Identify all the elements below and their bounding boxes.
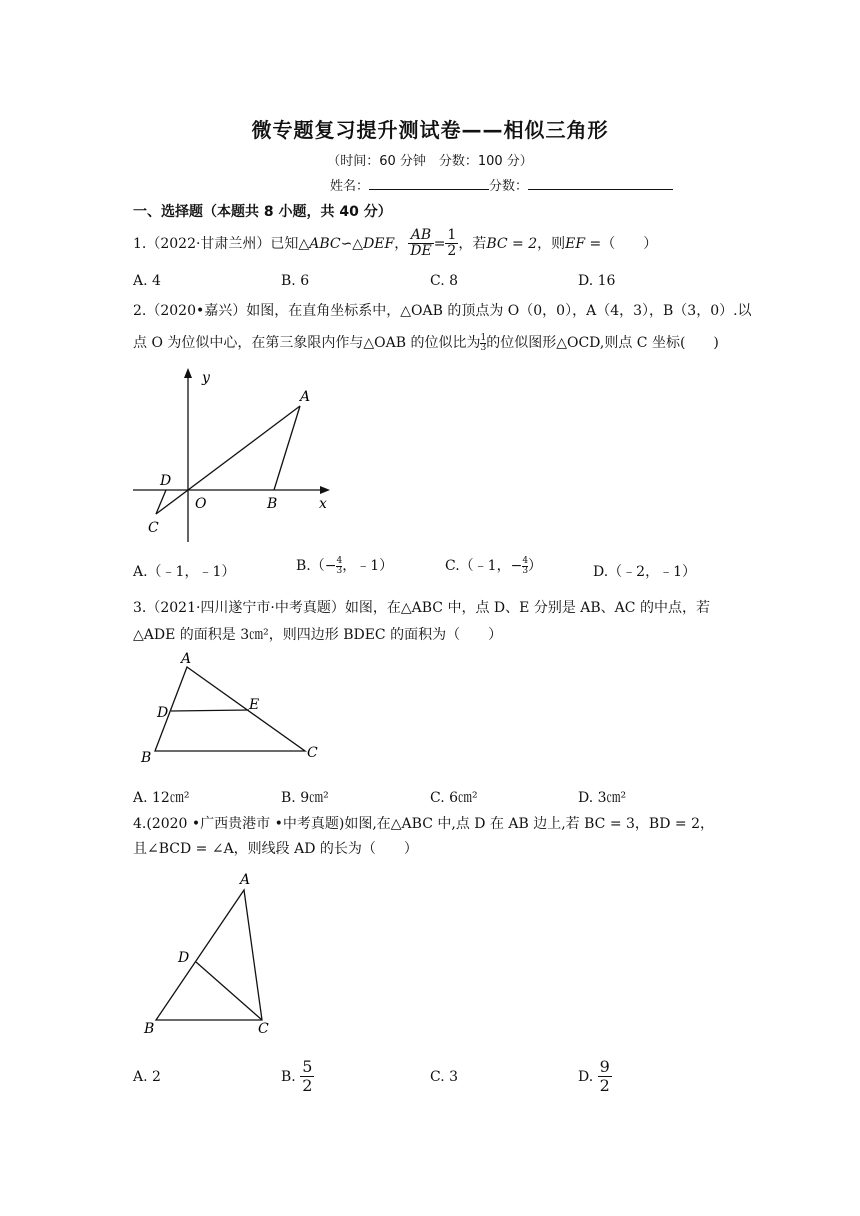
q2-option-a[interactable]: A.（﹣1，﹣1） [133,564,236,580]
fraction-half: $\frac{1}{2}$ [447,227,457,260]
name-label: 姓名： [330,179,370,194]
question-2-line1: 2.（2020•嘉兴）如图，在直角坐标系中，△OAB 的顶点为 O（0，0），A（4，3），B（3，0）.以 [133,303,752,319]
label-y: y [202,370,210,386]
triangle-abc [156,890,262,1020]
q3-option-a[interactable]: A. 12㎝² [133,790,190,806]
q4-option-d[interactable]: D. $\frac{9}{2}$ [578,1057,610,1096]
question-3-line1: 3.（2021·四川遂宁市·中考真题）如图，在△ABC 中，点 D、E 分别是 AB、AC 的中点，若 [133,600,710,616]
section-heading: 一、选择题（本题共 8 小题，共 40 分） [133,204,392,220]
label-a: A [300,389,311,405]
q1-option-c[interactable]: C. 8 [430,273,459,289]
ratio-fraction: $\frac{1}{3}$ [480,332,487,353]
label-d: D [157,705,169,721]
q2-coordinate-figure [128,362,338,547]
label-c: C [148,520,159,536]
q2-option-d[interactable]: D.（﹣2，﹣1） [593,564,696,580]
q2-option-c[interactable]: C.（﹣1，− $\frac{4}{3}$） [445,555,543,576]
score-blank[interactable] [528,177,673,190]
question-4-line2: 且∠BCD = ∠A，则线段 AD 的长为（ ） [133,841,418,857]
segment-dc [196,962,262,1020]
question-3-line2: △ADE 的面积是 3㎝²，则四边形 BDEC 的面积为（ ） [133,627,503,643]
question-4-line1: 4.(2020 •广西贵港市 •中考真题)如图,在△ABC 中,点 D 在 AB 边上,若 BC = 3，BD = 2， [133,816,714,832]
segment-ab [274,406,300,490]
q3-option-b[interactable]: B. 9㎝² [281,790,329,806]
x-axis-arrow [320,486,330,494]
question-1: 1.（2022·甘肃兰州）已知△ABC∽△DEF， $\frac{AB}{DE}$ = $\frac{1}{2}$ ，若BC = 2，则EF =（ ） [133,227,658,260]
label-x: x [319,496,327,512]
y-axis-arrow [184,368,192,378]
q2-option-b[interactable]: B.（− $\frac{4}{3}$，﹣1） [296,555,394,576]
label-o: O [195,496,207,512]
q4-option-a[interactable]: A. 2 [133,1069,161,1085]
q3-triangle-figure [135,645,335,770]
label-a: A [181,651,192,667]
midline-de [171,710,249,711]
score-label: 分数： [489,179,529,194]
triangle-abc [155,667,305,751]
label-c: C [307,745,318,761]
label-b: B [144,1021,155,1037]
q4-option-b[interactable]: B. $\frac{5}{2}$ [281,1057,313,1096]
label-d: D [160,473,172,489]
name-score-bar [330,175,673,194]
segment-ca [156,406,300,514]
q1-option-d[interactable]: D. 16 [578,273,616,289]
q3-option-d[interactable]: D. 3㎝² [578,790,627,806]
fraction-ab-de: $\frac{AB}{DE}$ [410,227,432,260]
q4-option-c[interactable]: C. 3 [430,1069,459,1085]
q3-option-c[interactable]: C. 6㎝² [430,790,478,806]
label-e: E [249,697,260,713]
question-2-line2: 点 O 为位似中心，在第三象限内作与△OAB 的位似比为 $\frac{1}{3}$的位似图形△OCD,则点 C 坐标( ) [133,332,719,353]
label-b: B [267,496,278,512]
label-c: C [258,1021,269,1037]
q1-option-a[interactable]: A. 4 [133,273,161,289]
page-title: 微专题复习提升测试卷——相似三角形 [251,118,609,142]
label-b: B [141,750,152,766]
q4-triangle-figure [140,868,290,1038]
name-blank[interactable] [369,177,489,190]
q1-option-b[interactable]: B. 6 [281,273,310,289]
label-d: D [178,950,190,966]
exam-info: （时间：60 分钟 分数：100 分） [327,154,533,169]
label-a: A [240,872,251,888]
